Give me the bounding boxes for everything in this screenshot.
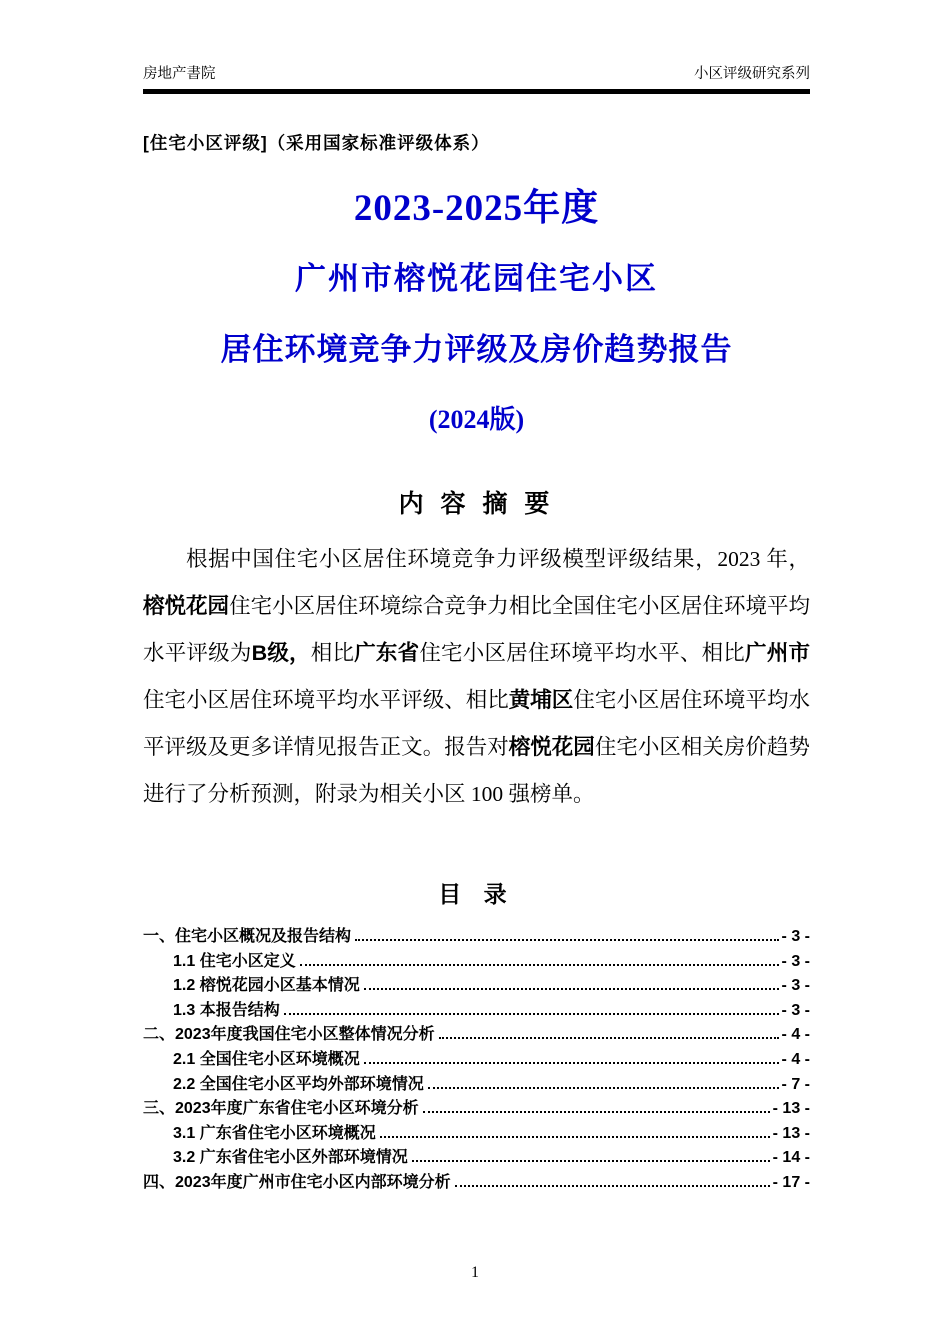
toc-entry	[143, 950, 810, 975]
summary-body-text: 住宅小区相关房价趋势进行了分析预测，附录为相关小区 100 强榜单。	[143, 735, 810, 806]
summary-body-text: 住宅小区居住环境平均水平评级及更多详情见报告正文。报告对	[143, 688, 810, 759]
toc-entry-label: 四、2023年度广州市住宅小区内部环境分析	[143, 1173, 451, 1191]
toc-entry	[143, 1146, 810, 1171]
toc-leader-dots	[380, 1136, 770, 1138]
toc-entry	[143, 1122, 810, 1147]
summary-emphasis-text: 广东省	[354, 641, 420, 665]
header-left-text: 房地产書院	[143, 66, 216, 82]
toc-entry-page-number: - 7 -	[781, 1075, 810, 1093]
toc-entry	[143, 1023, 810, 1048]
toc-entry	[143, 1073, 810, 1098]
footer-page-number: 1	[471, 1264, 479, 1281]
toc-entry-label: 2.2 全国住宅小区平均外部环境情况	[173, 1075, 424, 1093]
page-header	[143, 62, 810, 89]
toc-entry	[143, 974, 810, 999]
toc-leader-dots	[364, 1062, 779, 1064]
toc-entry-page-number: - 3 -	[781, 977, 810, 995]
toc-heading: 目 录	[438, 881, 515, 907]
toc-entry-page-number: - 4 -	[781, 1050, 810, 1068]
toc-leader-dots	[412, 1160, 770, 1162]
toc-leader-dots	[284, 1013, 779, 1015]
header-rule	[143, 89, 810, 94]
rating-system-tagline: [住宅小区评级]（采用国家标准评级体系）	[143, 133, 490, 153]
toc-entry	[143, 1097, 810, 1122]
toc-entry-label: 2.1 全国住宅小区环境概况	[173, 1050, 360, 1068]
header-right-text: 小区评级研究系列	[694, 66, 810, 82]
title-edition: (2024版)	[428, 405, 525, 434]
summary-emphasis-text: 榕悦花园	[508, 735, 595, 759]
table-of-contents	[143, 925, 810, 1196]
toc-entry	[143, 1048, 810, 1073]
summary-body-text: 住宅小区居住环境综合竞争力相比全国住宅小区居住环境平均水平评级为	[143, 594, 810, 665]
summary-paragraph	[143, 536, 810, 818]
summary-emphasis-text: 广州市	[745, 641, 810, 665]
summary-emphasis-text: 榕悦花园	[143, 594, 230, 618]
toc-entry-label: 1.1 住宅小区定义	[173, 952, 296, 970]
toc-leader-dots	[423, 1111, 770, 1113]
toc-entry	[143, 999, 810, 1024]
toc-entry-page-number: - 3 -	[781, 928, 810, 945]
toc-leader-dots	[428, 1087, 779, 1089]
summary-heading: 内 容 摘 要	[398, 490, 555, 518]
toc-leader-dots	[364, 988, 779, 990]
summary-body-text: 根据中国住宅小区居住环境竞争力评级模型评级结果，2023 年，	[186, 547, 810, 571]
toc-entry-label: 1.2 榕悦花园小区基本情况	[173, 977, 360, 995]
summary-body-text: 住宅小区居住环境平均水平评级、相比	[143, 688, 509, 712]
toc-entry-label: 二、2023年度我国住宅小区整体情况分析	[143, 1026, 435, 1044]
toc-entry-page-number: - 3 -	[781, 1001, 810, 1019]
toc-leader-dots	[300, 964, 779, 966]
title-report-subject: 居住环境竞争力评级及房价趋势报告	[220, 332, 733, 367]
title-community-name: 广州市榕悦花园住宅小区	[295, 261, 658, 296]
toc-entry	[143, 925, 810, 950]
toc-entry-label: 3.2 广东省住宅小区外部环境情况	[173, 1149, 408, 1167]
toc-entry-label: 3.1 广东省住宅小区环境概况	[173, 1124, 376, 1142]
toc-entry-page-number: - 13 -	[772, 1100, 810, 1118]
toc-entry-label: 一、住宅小区概况及报告结构	[143, 928, 352, 945]
toc-entry	[143, 1171, 810, 1196]
summary-emphasis-text: B级，	[251, 641, 311, 665]
summary-body-text: 相比	[310, 641, 355, 665]
title-year-range: 2023-2025年度	[353, 188, 600, 229]
toc-entry-label: 1.3 本报告结构	[173, 1001, 280, 1019]
toc-leader-dots	[355, 939, 779, 941]
toc-entry-page-number: - 14 -	[772, 1149, 810, 1167]
toc-entry-page-number: - 3 -	[781, 952, 810, 970]
page-footer	[0, 1264, 950, 1282]
toc-entry-page-number: - 17 -	[772, 1173, 810, 1191]
toc-leader-dots	[455, 1185, 770, 1187]
toc-entry-page-number: - 13 -	[772, 1124, 810, 1142]
summary-emphasis-text: 黄埔区	[508, 688, 574, 712]
toc-leader-dots	[439, 1037, 779, 1039]
summary-body-text: 住宅小区居住环境平均水平、相比	[419, 641, 746, 665]
toc-entry-label: 三、2023年度广东省住宅小区环境分析	[143, 1100, 419, 1118]
toc-entry-page-number: - 4 -	[781, 1026, 810, 1044]
